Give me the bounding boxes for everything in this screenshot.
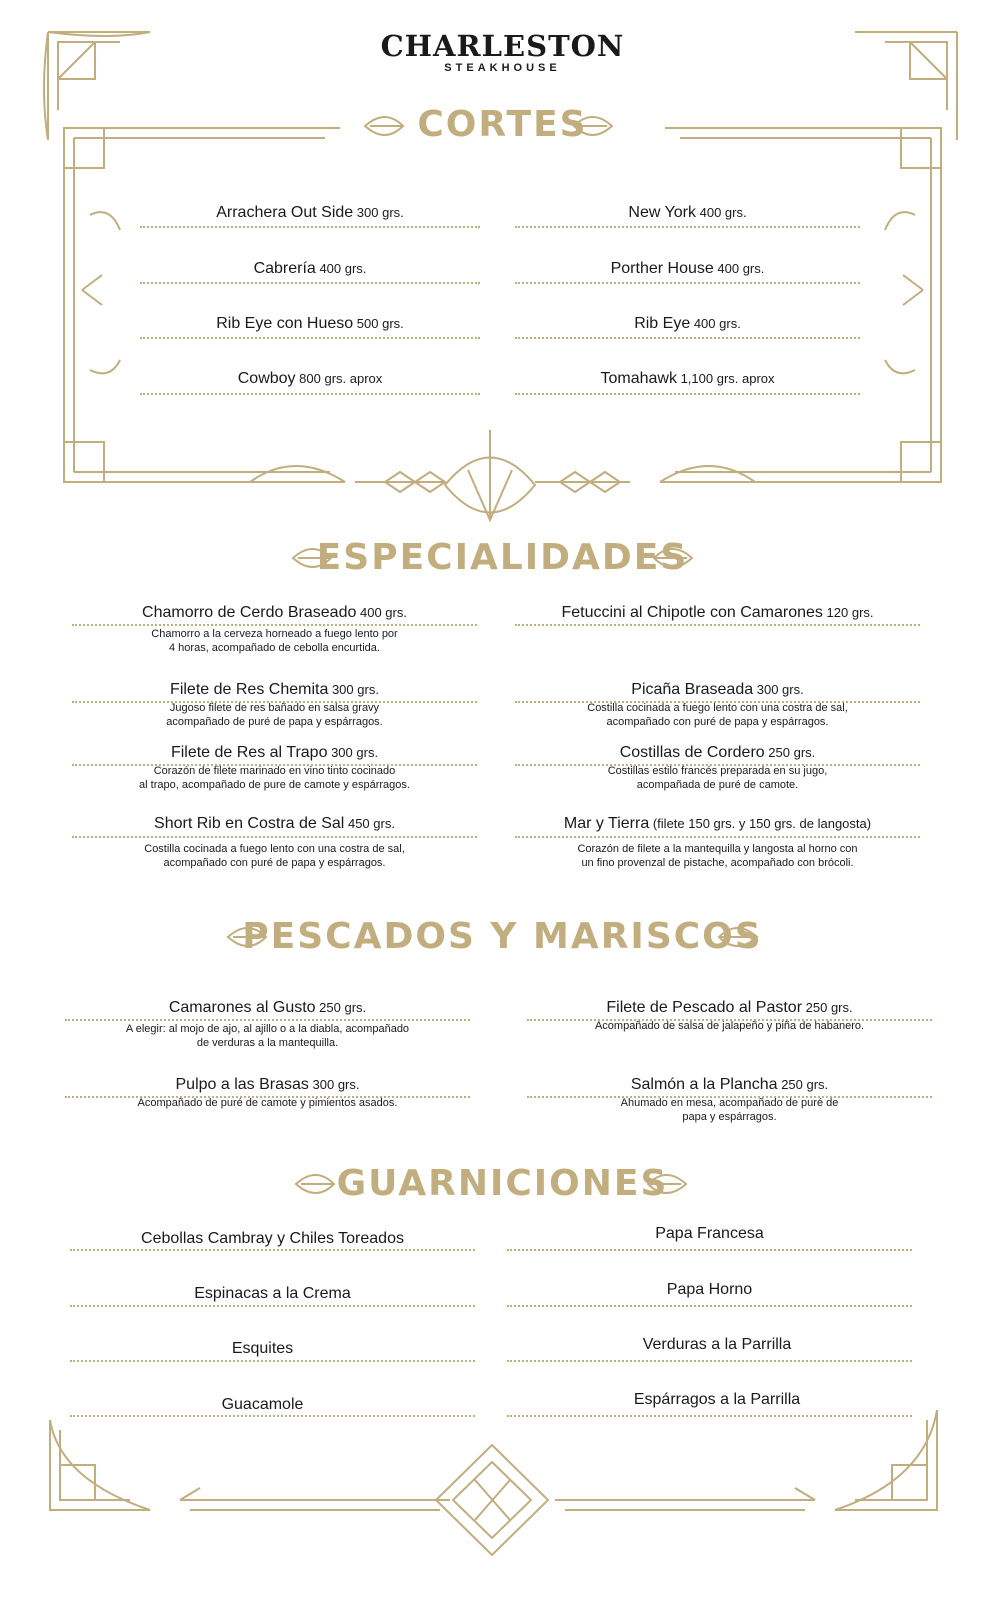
menu-item [515, 260, 860, 278]
item-weight: 120 grs. [822, 605, 874, 620]
dotted-divider [70, 1360, 475, 1362]
item-name: Filete de Pescado al Pastor [606, 999, 803, 1016]
guarniciones-title: GUARNICIONES [336, 1163, 669, 1204]
menu-item [507, 1391, 927, 1409]
dotted-divider [515, 282, 860, 284]
dotted-divider [515, 393, 860, 395]
dotted-divider [515, 226, 860, 228]
item-weight: 250 grs. [802, 1000, 853, 1015]
item-weight: 300 grs. [328, 682, 379, 697]
item-description: A elegir: al mojo de ajo, al ajillo o a la diabla, acompañado de verduras a la mantequilla. [125, 1023, 410, 1049]
dotted-divider [515, 764, 920, 766]
item-name: Papa Horno [666, 1281, 753, 1298]
item-name: Tomahawk [600, 370, 677, 387]
item-weight: 300 grs. [308, 1077, 360, 1092]
menu-item [140, 370, 480, 388]
fan-ornament-center [355, 430, 630, 520]
item-name: Arrachera Out Side [216, 204, 354, 221]
dotted-divider [507, 1415, 912, 1417]
especialidades-title: ESPECIALIDADES [316, 537, 689, 578]
dotted-divider [72, 836, 477, 838]
item-weight: 400 grs. [356, 605, 407, 620]
item-name: Espinacas a la Crema [194, 1285, 351, 1302]
menu-item [72, 681, 477, 729]
item-name: Mar y Tierra [563, 815, 650, 832]
dotted-divider [72, 701, 477, 703]
item-weight: 400 grs. [713, 261, 765, 276]
dotted-divider [72, 624, 477, 626]
item-weight: 500 grs. [353, 316, 404, 331]
item-description: Costilla cocinada a fuego lento con una costra de sal, acompañado con puré de papa y espárragos. [587, 702, 848, 728]
item-weight: 300 grs. [753, 682, 804, 697]
menu-item [70, 1396, 455, 1414]
item-name: New York [628, 204, 696, 221]
item-name: Filete de Res Chemita [170, 681, 329, 698]
item-name: Porther House [610, 260, 714, 277]
item-name: Esquites [231, 1340, 294, 1357]
item-name: Salmón a la Plancha [630, 1076, 778, 1093]
menu-item [515, 604, 920, 622]
menu-item [507, 1281, 912, 1299]
menu-item [70, 1230, 475, 1248]
corner-ornament-bottom-left [50, 1420, 150, 1510]
dotted-divider [140, 337, 480, 339]
dotted-divider [70, 1305, 475, 1307]
menu-item [515, 370, 860, 388]
dotted-divider [140, 393, 480, 395]
brand-name: CHARLESTON [380, 29, 625, 63]
item-description: Corazón de filete marinado en vino tinto cocinado al trapo, acompañado de pure de camote y espárragos. [139, 765, 410, 791]
item-description: Acompañado de puré de camote y pimientos asados. [137, 1097, 398, 1109]
dotted-divider [140, 282, 480, 284]
item-description: Corazón de filete a la mantequilla y langosta al horno con un fino provenzal de pistache, acompañado con brócoli. [577, 843, 858, 869]
item-weight: 400 grs. [696, 205, 747, 220]
menu-item [515, 815, 920, 870]
menu-item [65, 1076, 470, 1110]
item-weight: (filete 150 grs. y 150 grs. de langosta) [649, 816, 872, 831]
dotted-divider [507, 1305, 912, 1307]
item-name: Rib Eye con Hueso [216, 315, 354, 332]
dotted-divider [515, 337, 860, 339]
menu-item [140, 315, 480, 333]
item-name: Fetuccini al Chipotle con Camarones [561, 604, 823, 621]
item-weight: 400 grs. [315, 261, 367, 276]
dotted-divider [507, 1360, 912, 1362]
menu-item [72, 744, 477, 792]
menu-item [70, 1340, 455, 1358]
menu-item [507, 1225, 912, 1243]
item-weight: 300 grs. [327, 745, 379, 760]
cortes-frame [64, 128, 941, 482]
brand-subtitle: STEAKHOUSE [444, 62, 561, 74]
knot-ornament-bottom [180, 1445, 815, 1555]
item-name: Papa Francesa [655, 1225, 764, 1242]
menu-item [515, 744, 920, 792]
dotted-divider [65, 1019, 470, 1021]
item-name: Cabrería [253, 260, 316, 277]
menu-item [140, 204, 480, 222]
item-description: Jugoso filete de res bañado en salsa gravy acompañado de puré de papa y espárragos. [166, 702, 383, 728]
item-name: Camarones al Gusto [168, 999, 316, 1016]
menu-item [72, 604, 477, 655]
menu-item [515, 204, 860, 222]
item-weight: 250 grs. [764, 745, 816, 760]
item-name: Espárragos a la Parrilla [633, 1391, 801, 1408]
menu-item [70, 1285, 475, 1303]
item-weight: 800 grs. aprox [295, 371, 383, 386]
item-description: Ahumado en mesa, acompañado de puré de papa y espárragos. [620, 1097, 839, 1123]
dotted-divider [527, 1096, 932, 1098]
item-name: Costillas de Cordero [619, 744, 765, 761]
menu-item [72, 815, 477, 870]
item-name: Filete de Res al Trapo [170, 744, 328, 761]
item-weight: 250 grs. [777, 1077, 829, 1092]
item-name: Verduras a la Parrilla [642, 1336, 792, 1353]
pescados-title: PESCADOS Y MARISCOS [242, 916, 763, 957]
menu-item [515, 315, 860, 333]
dotted-divider [70, 1415, 475, 1417]
item-name: Chamorro de Cerdo Braseado [142, 604, 357, 621]
item-weight: 250 grs. [315, 1000, 367, 1015]
item-name: Short Rib en Costra de Sal [154, 815, 345, 832]
menu-item [527, 999, 932, 1033]
dotted-divider [527, 1019, 932, 1021]
menu-item [527, 1076, 932, 1124]
item-weight: 1,100 grs. aprox [676, 371, 775, 386]
menu-item [65, 999, 470, 1050]
item-description: Acompañado de salsa de jalapeño y piña de habanero. [594, 1020, 865, 1032]
corner-ornament-bottom-right [835, 1410, 937, 1510]
item-name: Guacamole [221, 1396, 304, 1413]
item-name: Cebollas Cambray y Chiles Toreados [141, 1230, 404, 1247]
item-weight: 450 grs. [344, 816, 395, 831]
dotted-divider [515, 624, 920, 626]
menu-item [515, 681, 920, 729]
item-weight: 300 grs. [353, 205, 404, 220]
dotted-divider [72, 764, 477, 766]
dotted-divider [140, 226, 480, 228]
cortes-title: CORTES [417, 104, 588, 145]
menu-item [507, 1336, 927, 1354]
dotted-divider [70, 1249, 475, 1251]
item-description: Costillas estilo francés preparada en su jugo, acompañada de puré de camote. [607, 765, 828, 791]
item-name: Pulpo a las Brasas [175, 1076, 309, 1093]
dotted-divider [65, 1096, 470, 1098]
item-description: Costilla cocinada a fuego lento con una costra de sal, acompañado con puré de papa y espárragos. [144, 843, 405, 869]
item-name: Rib Eye [634, 315, 691, 332]
dotted-divider [507, 1249, 912, 1251]
dotted-divider [515, 836, 920, 838]
item-weight: 400 grs. [690, 316, 741, 331]
item-name: Picaña Braseada [631, 681, 754, 698]
item-description: Chamorro a la cerveza horneado a fuego lento por 4 horas, acompañado de cebolla encurtida. [151, 628, 398, 654]
menu-item [140, 260, 480, 278]
dotted-divider [515, 701, 920, 703]
item-name: Cowboy [237, 370, 296, 387]
